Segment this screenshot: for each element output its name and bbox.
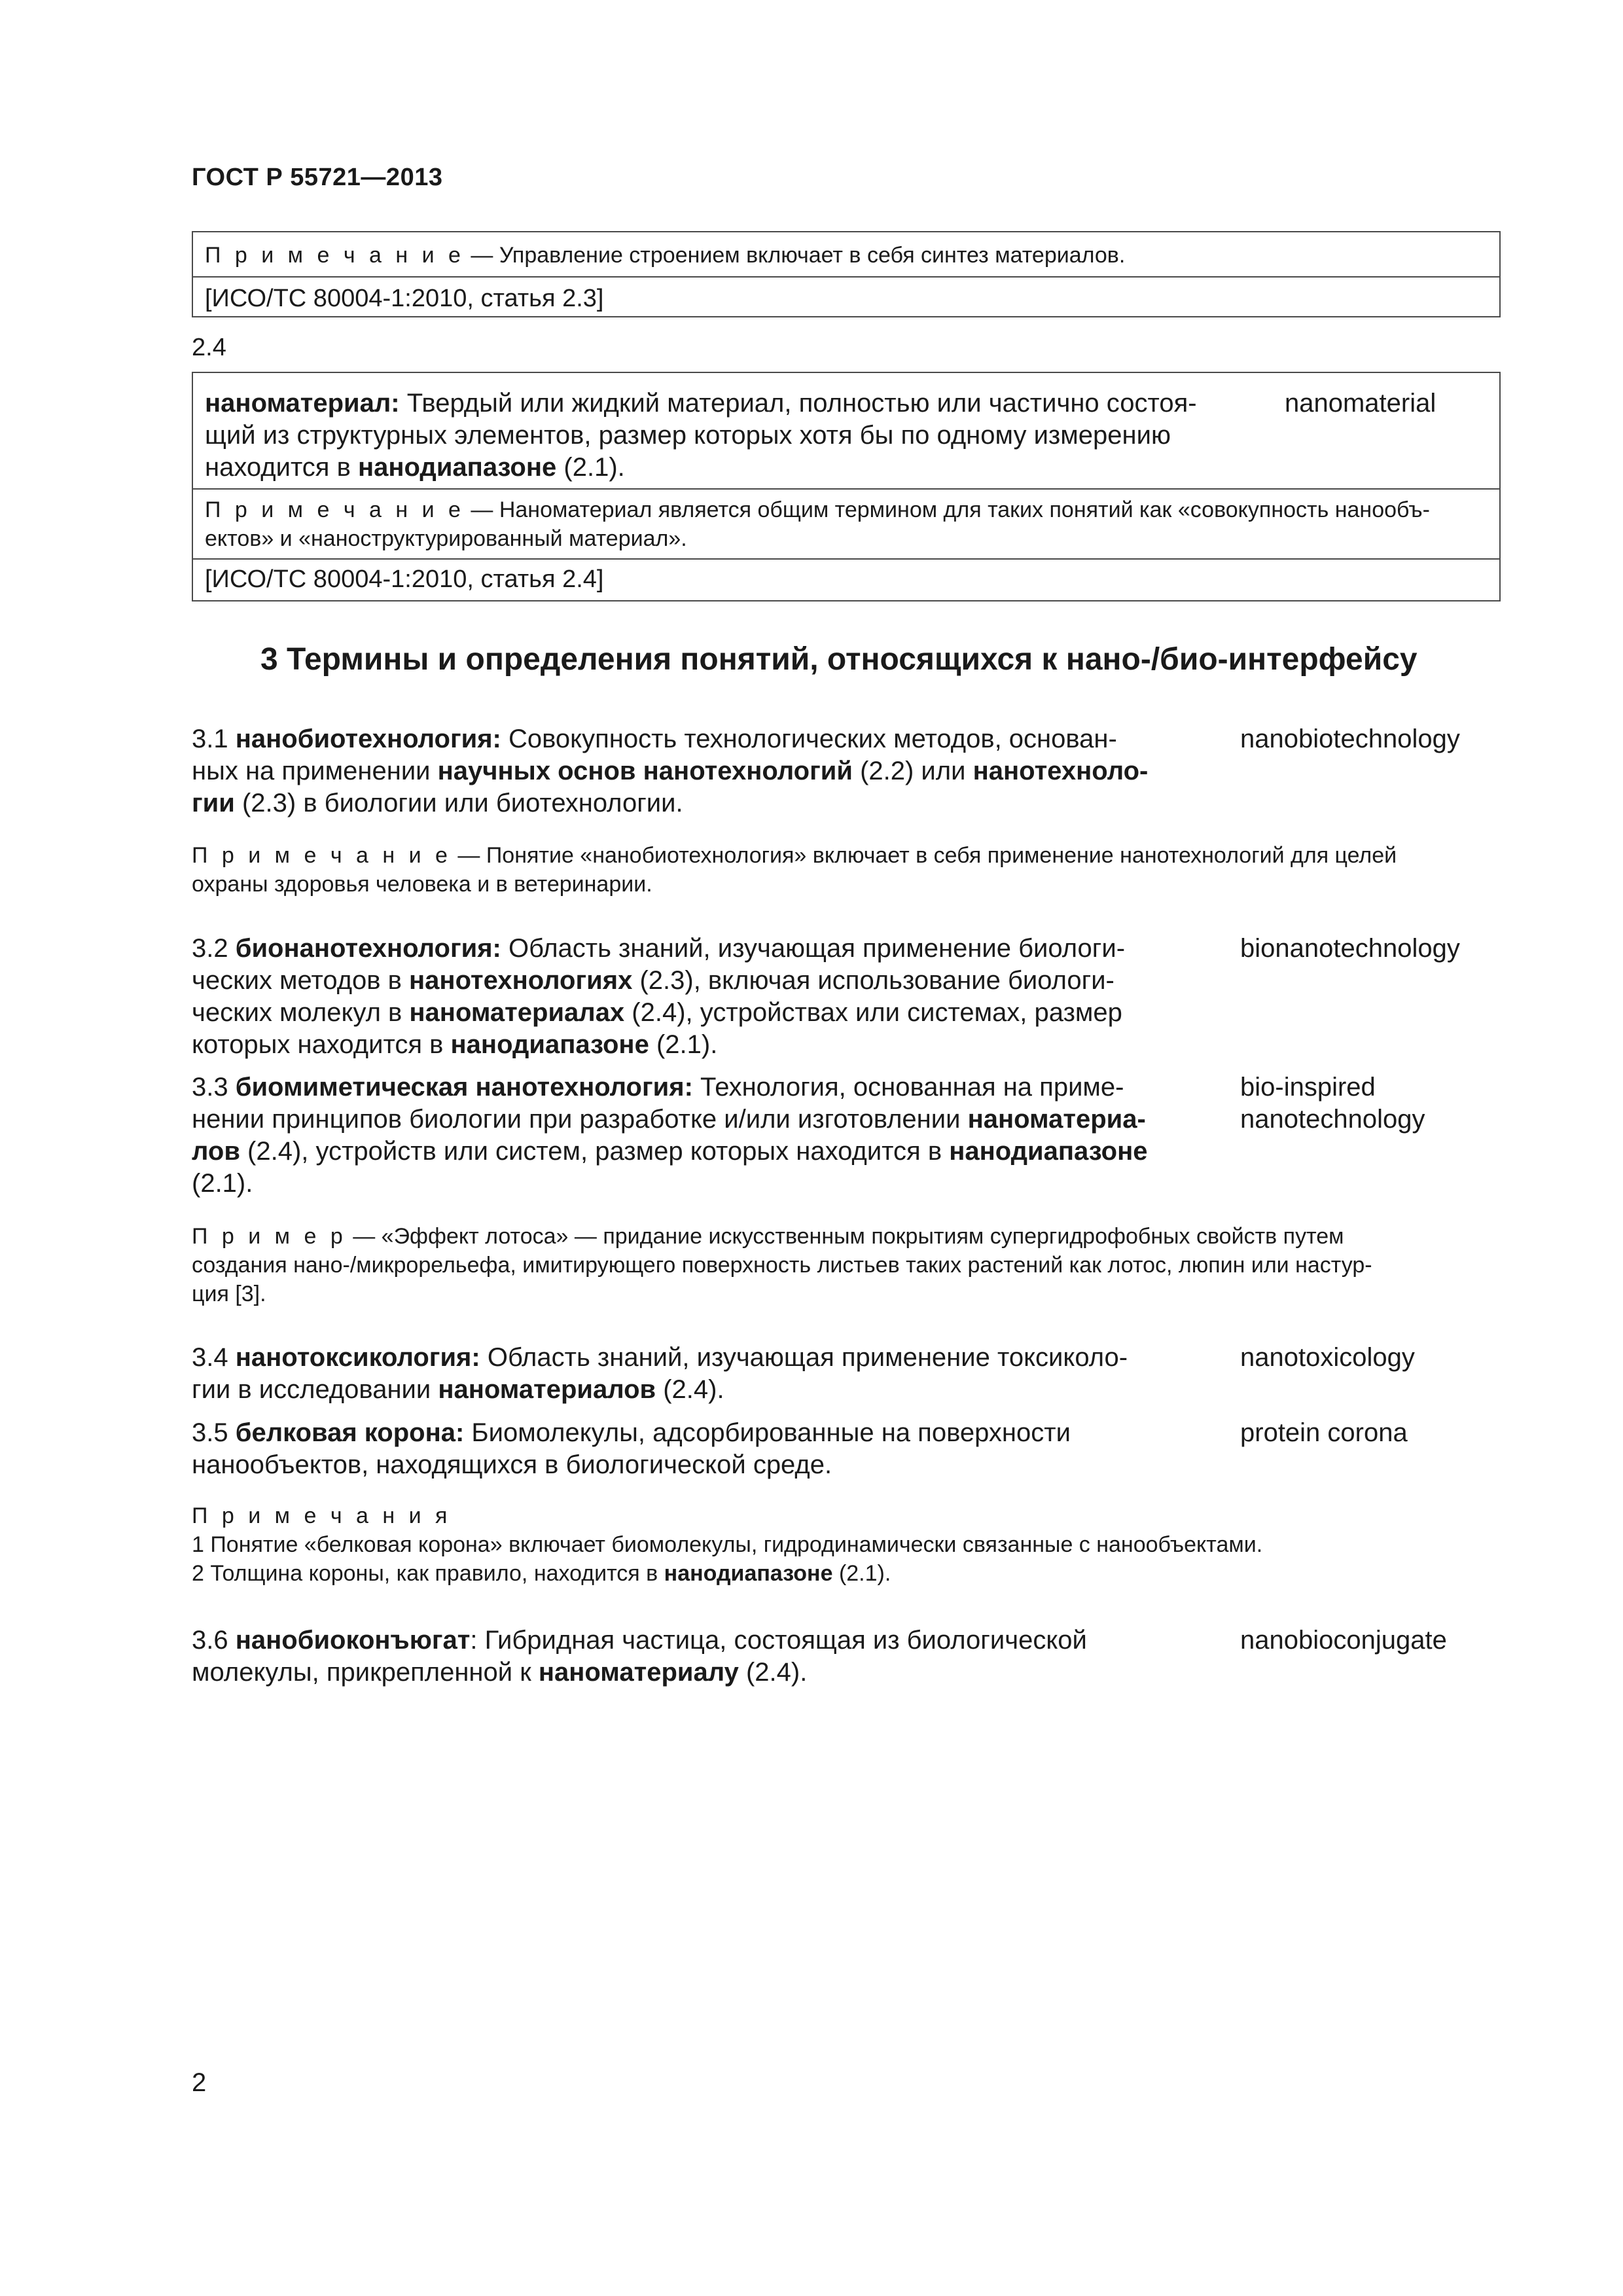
term-3-4-line-1: 3.4 нанотоксикология: Область знаний, изучающая применение токсиколо- bbox=[192, 1343, 1128, 1372]
english-equivalent: nanotoxicology bbox=[1240, 1343, 1415, 1372]
example-line-3: ция [3]. bbox=[192, 1282, 266, 1306]
term-3-3-line-1: 3.3 биомиметическая нанотехнология: Технология, основанная на приме- bbox=[192, 1073, 1124, 1102]
notes-label: П р и м е ч а н и я bbox=[192, 1503, 452, 1528]
page-number: 2 bbox=[192, 2068, 207, 2097]
english-equivalent: protein corona bbox=[1240, 1418, 1408, 1447]
note-text: — Управление строением включает в себя синтез материалов. bbox=[464, 243, 1126, 268]
box-divider bbox=[193, 488, 1499, 490]
definition-line-3: находится в нанодиапазоне (2.1). bbox=[205, 453, 625, 482]
term-3-5-line-1: 3.5 белковая корона: Биомолекулы, адсорбированные на поверхности bbox=[192, 1418, 1071, 1447]
english-equivalent: nanomaterial bbox=[1285, 389, 1436, 418]
term-3-2-line-3: ческих молекул в наноматериалах (2.4), устройствах или системах, размер bbox=[192, 998, 1122, 1027]
note-label: П р и м е ч а н и е bbox=[205, 497, 465, 522]
term-3-6-line-2: молекулы, прикрепленной к наноматериалу (2.4). bbox=[192, 1658, 808, 1687]
note-3-1-line-1: П р и м е ч а н и е — Понятие «нанобиотехнология» включает в себя применение нанотехнологий для целей bbox=[192, 843, 1397, 868]
example-line-1: П р и м е р — «Эффект лотоса» — придание искусственным покрытиям супергидрофобных свойств путем bbox=[192, 1224, 1344, 1249]
note-1: 1 Понятие «белковая корона» включает биомолекулы, гидродинамически связанные с нанообъектами. bbox=[192, 1532, 1263, 1557]
note-line bbox=[205, 243, 1125, 268]
document-header: ГОСТ Р 55721—2013 bbox=[192, 164, 443, 191]
english-equivalent-line-2: nanotechnology bbox=[1240, 1105, 1425, 1134]
reference: [ИСО/ТС 80004-1:2010, статья 2.3] bbox=[205, 285, 604, 312]
reference: [ИСО/ТС 80004-1:2010, статья 2.4] bbox=[205, 565, 604, 593]
english-equivalent-line-1: bio-inspired bbox=[1240, 1073, 1376, 1102]
term-3-1-line-2: ных на применении научных основ нанотехнологий (2.2) или нанотехноло- bbox=[192, 757, 1149, 785]
note-box-2-3 bbox=[192, 231, 1501, 317]
term-nanomaterial: наноматериал: bbox=[205, 389, 400, 418]
english-equivalent: nanobiotechnology bbox=[1240, 725, 1460, 753]
note-3-1-line-2: охраны здоровья человека и в ветеринарии. bbox=[192, 872, 652, 897]
term-3-6-line-1: 3.6 нанобиоконъюгат: Гибридная частица, состоящая из биологической bbox=[192, 1626, 1087, 1655]
note-2: 2 Толщина короны, как правило, находится в нанодиапазоне (2.1). bbox=[192, 1561, 891, 1586]
term-3-2-line-2: ческих методов в нанотехнологиях (2.3), включая использование биологи- bbox=[192, 966, 1115, 995]
english-equivalent: bionanotechnology bbox=[1240, 934, 1460, 963]
term-3-5-line-2: нанообъектов, находящихся в биологической среде. bbox=[192, 1450, 832, 1479]
example-line-2: создания нано-/микрорельефа, имитирующего поверхность листьев таких растений как лотос, люпин или настур- bbox=[192, 1253, 1372, 1278]
note-label: П р и м е ч а н и е bbox=[205, 243, 465, 268]
section-title: 3 Термины и определения понятий, относящихся к нано-/био-интерфейсу bbox=[260, 642, 1418, 677]
term-3-2-line-1: 3.2 бионанотехнология: Область знаний, изучающая применение биологи- bbox=[192, 934, 1126, 963]
english-equivalent: nanobioconjugate bbox=[1240, 1626, 1447, 1655]
note-line-2: ектов» и «наноструктурированный материал». bbox=[205, 526, 687, 551]
box-divider bbox=[193, 276, 1499, 278]
term-number-2-4: 2.4 bbox=[192, 334, 226, 361]
definition-line-2: щий из структурных элементов, размер которых хотя бы по одному измерению bbox=[205, 421, 1171, 450]
term-3-3-line-3: лов (2.4), устройств или систем, размер которых находится в нанодиапазоне bbox=[192, 1137, 1148, 1166]
term-box-2-4 bbox=[192, 372, 1501, 601]
definition-line-1: наноматериал: Твердый или жидкий материал, полностью или частично состоя- bbox=[205, 389, 1197, 418]
term-3-4-line-2: гии в исследовании наноматериалов (2.4). bbox=[192, 1375, 724, 1404]
term-3-2-line-4: которых находится в нанодиапазоне (2.1). bbox=[192, 1030, 718, 1059]
box-divider bbox=[193, 558, 1499, 560]
note-line-1: П р и м е ч а н и е — Наноматериал является общим термином для таких понятий как «совокупность нанообъ- bbox=[205, 497, 1430, 522]
term-3-3-line-4: (2.1). bbox=[192, 1169, 253, 1198]
term-3-1-line-3: гии (2.3) в биологии или биотехнологии. bbox=[192, 789, 683, 817]
term-3-3-line-2: нении принципов биологии при разработке и/или изготовлении наноматериа- bbox=[192, 1105, 1146, 1134]
term-3-1-line-1: 3.1 нанобиотехнология: Совокупность технологических методов, основан- bbox=[192, 725, 1117, 753]
